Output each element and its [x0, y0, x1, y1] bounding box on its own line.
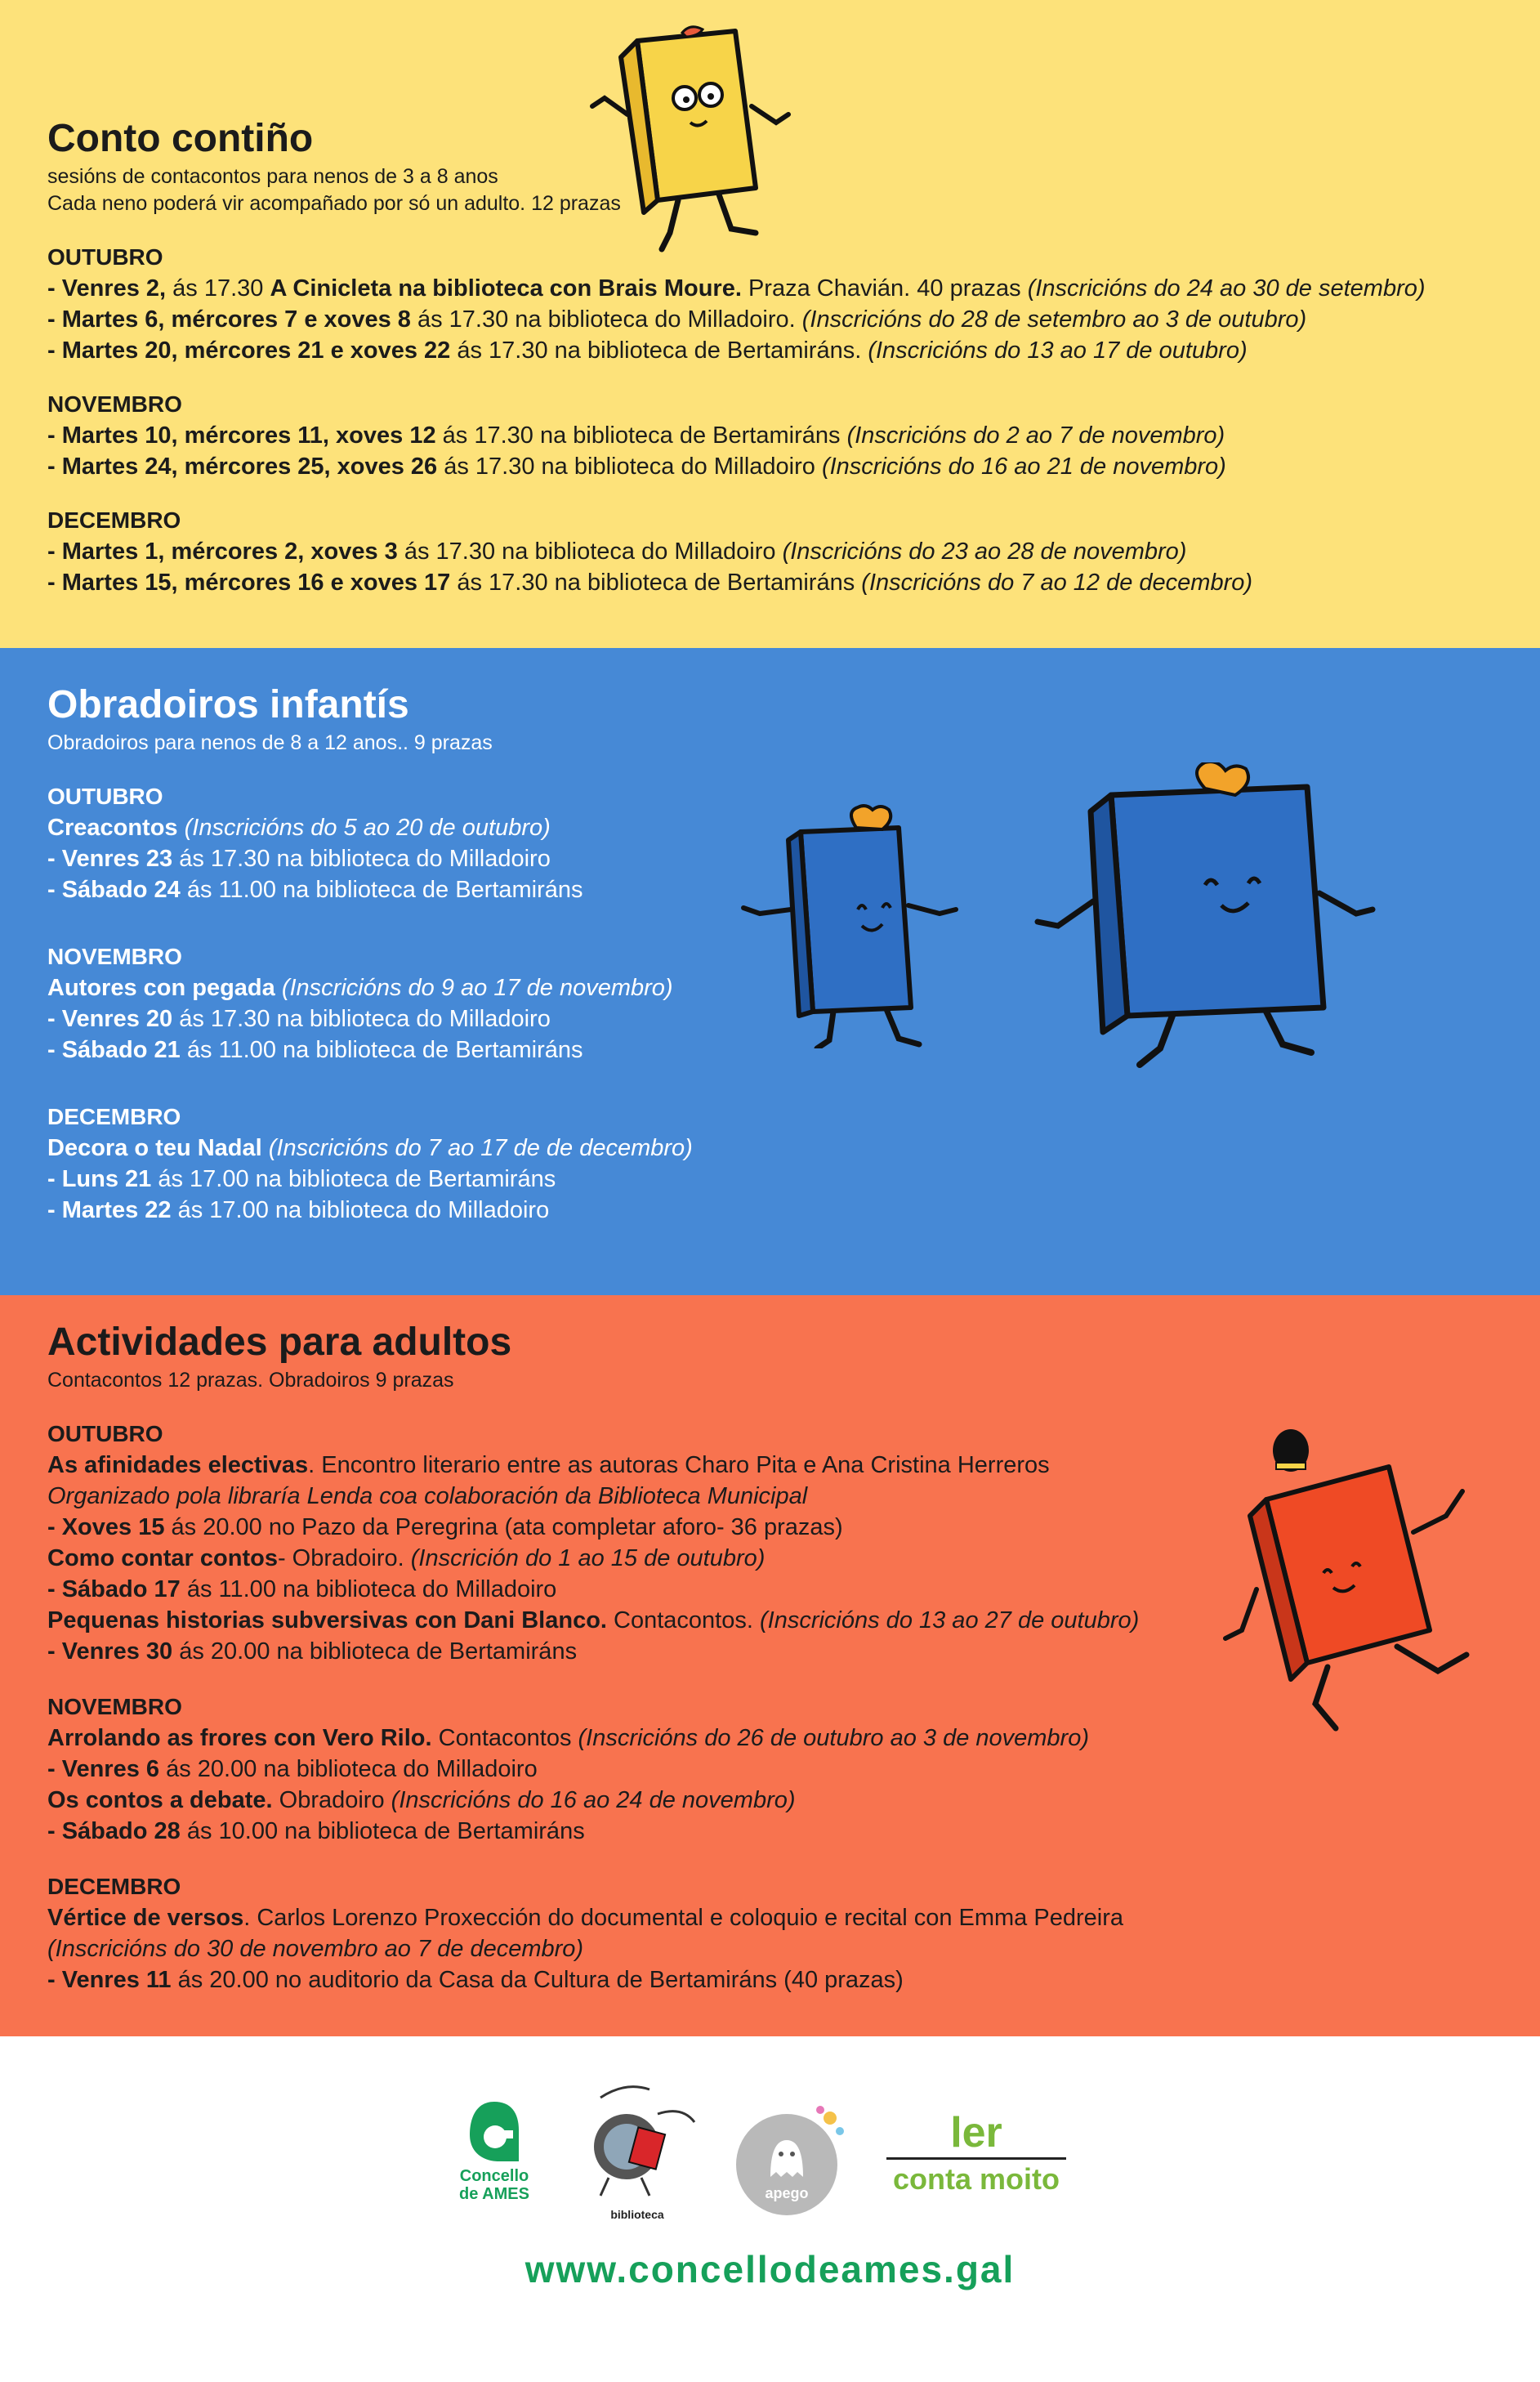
- adultos-month-decembro: DECEMBRO: [47, 1874, 181, 1899]
- obradoiros-novembro-name: Autores con pegada (Inscricións do 9 ao 17 de novembro): [47, 975, 673, 1001]
- ler-divider: [886, 2157, 1066, 2160]
- obradoiros-month-decembro: DECEMBRO: [47, 1104, 181, 1129]
- apego-label: apego: [765, 2185, 809, 2201]
- adultos-decembro-event-1: Vértice de versos. Carlos Lorenzo Proxección do documental e coloquio e recital con Emma Pedreira: [47, 1905, 1123, 1931]
- ames-logo-line1: Concello: [459, 2167, 529, 2185]
- adultos-novembro-event-2-date: - Sábado 28 ás 10.00 na biblioteca de Bertamiráns: [47, 1818, 585, 1844]
- adultos-outubro-event-1-date: - Xoves 15 ás 20.00 no Pazo da Peregrina (ata completar aforo- 36 prazas): [47, 1514, 843, 1540]
- obradoiros-decembro-name: Decora o teu Nadal (Inscricións do 7 ao 17 de de decembro): [47, 1135, 693, 1161]
- conto-contino-title: Conto contiño: [47, 117, 314, 160]
- adultos-month-outubro: OUTUBRO: [47, 1421, 163, 1446]
- obradoiros-outubro-name: Creacontos (Inscricións do 5 ao 20 de outubro): [47, 815, 551, 841]
- obradoiros-infantis-section: [0, 648, 1540, 1295]
- ames-logo-line2: de AMES: [459, 2185, 529, 2203]
- website-url-link[interactable]: www.concellodeames.gal: [524, 2248, 1016, 2290]
- obradoiros-month-novembro: NOVEMBRO: [47, 944, 182, 969]
- conto-month-decembro: DECEMBRO: [47, 507, 181, 533]
- conto-contino-section: [0, 0, 1540, 648]
- adultos-month-novembro: NOVEMBRO: [47, 1694, 182, 1719]
- adultos-outubro-event-2-date: - Sábado 17 ás 11.00 na biblioteca do Milladoiro: [47, 1576, 557, 1602]
- adultos-outubro-event-3: Pequenas historias subversivas con Dani Blanco. Contacontos. (Inscricións do 13 ao 27 de outubro): [47, 1607, 1140, 1633]
- conto-outubro-event-1: - Venres 2, ás 17.30 A Cinicleta na biblioteca con Brais Moure. Praza Chavián. 40 prazas (Inscricións do 24 ao 30 de setembro): [47, 275, 1426, 302]
- apego-logo: [734, 2103, 848, 2222]
- red-book-mascot-illustration: [1185, 1426, 1511, 1736]
- biblioteca-label: biblioteca: [610, 2208, 664, 2221]
- obradoiros-subtitle: Obradoiros para nenos de 8 a 12 anos.. 9 prazas: [47, 731, 493, 754]
- conto-month-novembro: NOVEMBRO: [47, 391, 182, 417]
- conto-novembro-event-1: - Martes 10, mércores 11, xoves 12 ás 17.30 na biblioteca de Bertamiráns (Inscricións do 2 ao 7 de novembro): [47, 422, 1225, 449]
- conto-outubro-event-2: - Martes 6, mércores 7 e xoves 8 ás 17.30 na biblioteca do Milladoiro. (Inscricións do 28 de setembro ao 3 de outubro): [47, 306, 1307, 333]
- ler-conta-moito-logo: [878, 2110, 1074, 2196]
- biblioteca-logo: [572, 2081, 703, 2221]
- obradoiros-decembro-date-1: - Luns 21 ás 17.00 na biblioteca de Bertamiráns: [47, 1166, 556, 1192]
- conto-month-outubro: OUTUBRO: [47, 244, 163, 270]
- yellow-book-mascot-illustration: [588, 25, 801, 261]
- concello-ames-logo: [453, 2098, 535, 2203]
- biblioteca-bug-icon: [576, 2081, 699, 2204]
- conto-contino-subtitle-age: sesións de contacontos para nenos de 3 a 8 anos: [47, 165, 498, 188]
- obradoiros-novembro-date-2: - Sábado 21 ás 11.00 na biblioteca de Bertamiráns: [47, 1037, 583, 1063]
- footer-logos-section: [0, 2036, 1540, 2382]
- adultos-title: Actividades para adultos: [47, 1321, 512, 1364]
- actividades-adultos-section: [0, 1295, 1540, 2036]
- adultos-outubro-event-1-organizer: Organizado pola libraría Lenda coa colaboración da Biblioteca Municipal: [47, 1483, 808, 1509]
- obradoiros-decembro-date-2: - Martes 22 ás 17.00 na biblioteca do Milladoiro: [47, 1197, 550, 1223]
- adultos-novembro-event-2: Os contos a debate. Obradoiro (Inscricións do 16 ao 24 de novembro): [47, 1787, 796, 1813]
- adultos-decembro-event-1-inscription: (Inscricións do 30 de novembro ao 7 de decembro): [47, 1936, 584, 1962]
- adultos-outubro-event-1: As afinidades electivas. Encontro literario entre as autoras Charo Pita e Ana Cristina Herreros: [47, 1452, 1050, 1478]
- conto-decembro-event-2: - Martes 15, mércores 16 e xoves 17 ás 17.30 na biblioteca de Bertamiráns (Inscricións do 7 ao 12 de decembro): [47, 570, 1253, 596]
- adultos-novembro-event-1: Arrolando as frores con Vero Rilo. Contacontos (Inscricións do 26 de outubro ao 3 de novembro): [47, 1725, 1089, 1751]
- adultos-subtitle: Contacontos 12 prazas. Obradoiros 9 prazas: [47, 1369, 454, 1392]
- obradoiros-novembro-date-1: - Venres 20 ás 17.30 na biblioteca do Milladoiro: [47, 1006, 551, 1032]
- large-blue-book-mascot-illustration: [1021, 762, 1413, 1073]
- obradoiros-outubro-date-1: - Venres 23 ás 17.30 na biblioteca do Milladoiro: [47, 846, 551, 872]
- adultos-outubro-event-3-date: - Venres 30 ás 20.00 na biblioteca de Bertamiráns: [47, 1638, 578, 1665]
- adultos-decembro-event-1-date: - Venres 11 ás 20.00 no auditorio da Casa da Cultura de Bertamiráns (40 prazas): [47, 1967, 904, 1993]
- adultos-novembro-event-1-date: - Venres 6 ás 20.00 na biblioteca do Milladoiro: [47, 1756, 538, 1782]
- ler-label: ler: [950, 2109, 1002, 2156]
- small-blue-book-mascot-illustration: [735, 771, 1013, 1048]
- conto-novembro-event-2: - Martes 24, mércores 25, xoves 26 ás 17.30 na biblioteca do Milladoiro (Inscricións do 16 ao 21 de novembro): [47, 454, 1226, 480]
- adultos-outubro-event-2: Como contar contos- Obradoiro. (Inscrición do 1 ao 15 de outubro): [47, 1545, 766, 1571]
- ames-a-icon: [466, 2098, 523, 2163]
- conto-outubro-event-3: - Martes 20, mércores 21 e xoves 22 ás 17.30 na biblioteca de Bertamiráns. (Inscricións do 13 ao 17 de outubro): [47, 337, 1248, 364]
- obradoiros-month-outubro: OUTUBRO: [47, 784, 163, 809]
- conto-contino-subtitle-companion: Cada neno poderá vir acompañado por só un adulto. 12 prazas: [47, 192, 621, 215]
- conto-decembro-event-1: - Martes 1, mércores 2, xoves 3 ás 17.30 na biblioteca do Milladoiro (Inscricións do 23 ao 28 de novembro): [47, 539, 1187, 565]
- conta-moito-label: conta moito: [893, 2162, 1060, 2196]
- obradoiros-outubro-date-2: - Sábado 24 ás 11.00 na biblioteca de Bertamiráns: [47, 877, 583, 903]
- obradoiros-title: Obradoiros infantís: [47, 683, 409, 726]
